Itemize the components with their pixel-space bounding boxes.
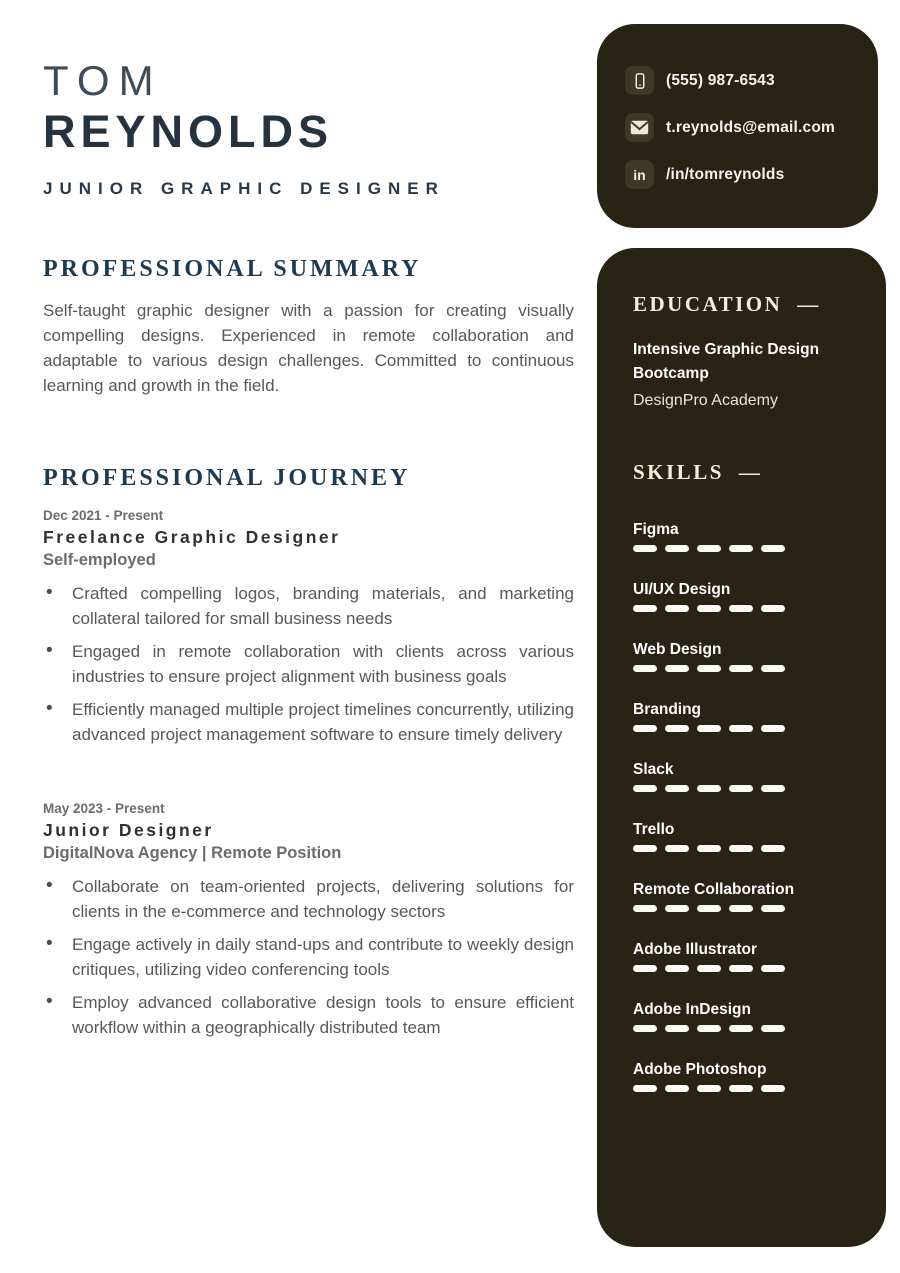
summary-heading: PROFESSIONAL SUMMARY — [43, 256, 422, 282]
skill-level-dash — [697, 665, 721, 672]
skill-level-dash — [761, 605, 785, 612]
skill-item — [633, 820, 856, 852]
skill-label: Remote Collaboration — [633, 881, 795, 898]
skill-level-dash — [729, 605, 753, 612]
skill-level-bar — [633, 845, 856, 852]
job-bullet-list — [43, 582, 574, 747]
skill-level-dash — [665, 665, 689, 672]
job-company: DigitalNova Agency | Remote Position — [43, 844, 342, 862]
job-dates: May 2023 - Present — [43, 801, 165, 816]
email-icon — [625, 113, 654, 142]
job-title: Freelance Graphic Designer — [43, 527, 341, 547]
skill-level-dash — [633, 1085, 657, 1092]
contact-row-phone[interactable] — [625, 66, 858, 95]
skill-level-bar — [633, 725, 856, 732]
job-bullet: • Collaborate on team-oriented projects, delivering solutions for clients in the e-commerce and technology sectors — [43, 875, 574, 924]
skill-level-bar — [633, 905, 856, 912]
skill-level-dash — [633, 665, 657, 672]
skill-level-dash — [697, 1085, 721, 1092]
skill-level-dash — [665, 1025, 689, 1032]
skill-level-dash — [729, 905, 753, 912]
education-heading-label: EDUCATION — [633, 292, 783, 316]
job-bullet: • Engage actively in daily stand-ups and contribute to weekly design critiques, utilizing video conferencing tools — [43, 933, 574, 982]
skill-label: Branding — [633, 701, 702, 718]
skill-level-dash — [697, 845, 721, 852]
skill-level-bar — [633, 665, 856, 672]
skill-level-bar — [633, 545, 856, 552]
skill-item — [633, 1000, 856, 1032]
skill-level-bar — [633, 965, 856, 972]
skill-level-dash — [761, 845, 785, 852]
skill-level-dash — [665, 905, 689, 912]
job-headline: JUNIOR GRAPHIC DESIGNER — [43, 179, 445, 198]
journey-section — [43, 466, 574, 1049]
linkedin-value: /in/tomreynolds — [666, 165, 785, 183]
skill-label: UI/UX Design — [633, 581, 731, 598]
skill-label: Adobe Photoshop — [633, 1061, 767, 1078]
skill-level-dash — [729, 965, 753, 972]
skill-item — [633, 760, 856, 792]
skill-level-dash — [729, 845, 753, 852]
skill-level-bar — [633, 1085, 856, 1092]
summary-text: Self-taught graphic designer with a passion for creating visually compelling designs. Experienced in remote collaboration and adaptable to various design challenges. Committed to continuous learning and growth in the field. — [43, 301, 574, 395]
job-bullet: • Employ advanced collaborative design tools to ensure efficient workflow within a geographically distributed team — [43, 991, 574, 1040]
skill-level-dash — [665, 845, 689, 852]
skill-level-dash — [761, 665, 785, 672]
job-company: Self-employed — [43, 551, 156, 569]
skill-item — [633, 520, 856, 552]
skill-level-dash — [729, 1025, 753, 1032]
skill-label: Slack — [633, 761, 674, 778]
skill-level-dash — [665, 545, 689, 552]
linkedin-in-glyph: in — [633, 166, 646, 183]
job-bullet-list — [43, 875, 574, 1040]
skill-item — [633, 1060, 856, 1092]
name-last: REYNOLDS — [43, 106, 334, 157]
skill-level-dash — [729, 725, 753, 732]
skills-list — [633, 520, 856, 1092]
phone-icon — [625, 66, 654, 95]
skill-item — [633, 640, 856, 672]
skill-level-bar — [633, 785, 856, 792]
skill-level-dash — [665, 605, 689, 612]
skill-level-dash — [761, 725, 785, 732]
skill-label: Figma — [633, 521, 679, 538]
email-value: t.reynolds@email.com — [666, 118, 835, 136]
summary-section — [43, 257, 574, 398]
education-degree: Intensive Graphic Design Bootcamp — [633, 341, 820, 382]
skill-level-dash — [633, 605, 657, 612]
skill-level-dash — [633, 545, 657, 552]
skill-level-dash — [729, 785, 753, 792]
skill-label: Trello — [633, 821, 675, 838]
skill-item — [633, 880, 856, 912]
main-column — [43, 0, 574, 199]
name-first: TOM — [43, 57, 163, 104]
skill-level-dash — [665, 1085, 689, 1092]
skill-level-dash — [761, 785, 785, 792]
contact-row-linkedin[interactable] — [625, 160, 858, 189]
skill-level-dash — [761, 545, 785, 552]
skill-level-dash — [729, 545, 753, 552]
job-bullet: • Efficiently managed multiple project timelines concurrently, utilizing advanced project management software to ensure timely delivery — [43, 698, 574, 747]
skill-level-dash — [697, 905, 721, 912]
job-bullet: • Crafted compelling logos, branding materials, and marketing collateral tailored for small business needs — [43, 582, 574, 631]
heading-dash: — — [797, 292, 819, 316]
skill-label: Web Design — [633, 641, 722, 658]
skill-level-dash — [665, 965, 689, 972]
skills-heading-label: SKILLS — [633, 460, 724, 484]
linkedin-icon — [625, 160, 654, 189]
skill-level-dash — [729, 665, 753, 672]
sidebar-card — [597, 248, 886, 1247]
contact-card — [597, 24, 878, 228]
skill-item — [633, 940, 856, 972]
skill-item — [633, 580, 856, 612]
skill-level-dash — [729, 1085, 753, 1092]
skill-level-dash — [697, 605, 721, 612]
skill-label: Adobe InDesign — [633, 1001, 751, 1018]
skill-level-dash — [633, 725, 657, 732]
skills-heading — [633, 460, 856, 484]
skill-level-dash — [697, 785, 721, 792]
skill-level-dash — [697, 725, 721, 732]
education-heading — [633, 292, 856, 316]
skill-label: Adobe Illustrator — [633, 941, 758, 958]
heading-dash: — — [738, 460, 760, 484]
skill-level-dash — [697, 545, 721, 552]
phone-value: (555) 987-6543 — [666, 71, 775, 89]
skill-level-dash — [761, 905, 785, 912]
skill-level-dash — [633, 905, 657, 912]
skill-level-dash — [697, 965, 721, 972]
skill-level-bar — [633, 605, 856, 612]
skill-level-dash — [633, 845, 657, 852]
contact-row-email[interactable] — [625, 113, 858, 142]
job-entry-freelance — [43, 508, 574, 747]
skill-level-dash — [697, 1025, 721, 1032]
job-entry-junior-designer — [43, 801, 574, 1040]
skill-item — [633, 700, 856, 732]
skill-level-dash — [665, 725, 689, 732]
skill-level-dash — [761, 965, 785, 972]
skill-level-dash — [761, 1025, 785, 1032]
job-title: Junior Designer — [43, 820, 214, 840]
job-bullet: • Engaged in remote collaboration with clients across various industries to ensure project alignment with business goals — [43, 640, 574, 689]
education-school: DesignPro Academy — [633, 392, 778, 409]
skill-level-bar — [633, 1025, 856, 1032]
skill-level-dash — [633, 785, 657, 792]
skill-level-dash — [633, 965, 657, 972]
skill-level-dash — [761, 1085, 785, 1092]
journey-heading: PROFESSIONAL JOURNEY — [43, 465, 411, 491]
skill-level-dash — [665, 785, 689, 792]
job-dates: Dec 2021 - Present — [43, 508, 164, 523]
skill-level-dash — [633, 1025, 657, 1032]
